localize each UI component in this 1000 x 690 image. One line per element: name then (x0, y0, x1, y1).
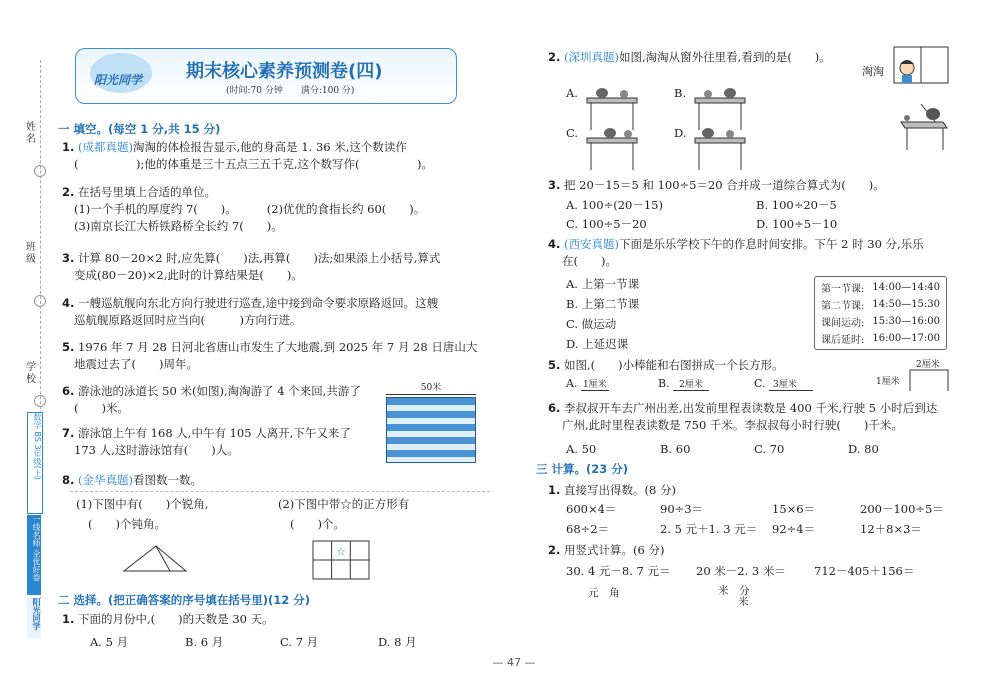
schedule-box (814, 276, 947, 350)
question-8: 8. (金华真题)看图数一数。 (62, 473, 203, 487)
taotao-label: 淘淘 (862, 65, 884, 78)
c1-option-c[interactable]: C. 7 月 (280, 635, 319, 649)
c1-text: 下面的月份中,( )的天数是 30 天。 (78, 612, 274, 626)
k1-item: 15×6＝ (772, 502, 816, 516)
brand-label: 阳光同学 (27, 598, 41, 638)
stick-c: 3厘米 (769, 377, 813, 391)
q4-text-2: 巡航舰原路返回时应当向( )方向行进。 (74, 313, 302, 327)
stick-b: 2厘米 (673, 377, 709, 391)
c2-option-c[interactable] (566, 126, 642, 172)
stick-a: 1厘米 (581, 377, 609, 391)
q2-part-2: (2)优优的食指长约 60( )。 (266, 202, 426, 216)
choice-3: 3. 把 20－15＝5 和 100÷5＝20 合并成一道综合算式为( )。 (548, 178, 885, 192)
k1-text: 直接写出得数。(8 分) (564, 483, 676, 497)
schedule-row (817, 330, 944, 347)
header-box (75, 48, 457, 104)
c5-open-rectangle-figure (908, 368, 950, 392)
c5-option-c-label: C. (754, 377, 766, 390)
c6-option-c[interactable]: C. 70 (754, 442, 785, 456)
q5-text: 1976 年 7 月 28 日河北省唐山市发生了大地震,到 2025 年 7 月 28 日唐山大 (78, 340, 478, 354)
c3-option-a[interactable]: A. 100÷(20－15) (566, 198, 663, 212)
c3-option-d[interactable]: D. 100÷5－10 (756, 217, 838, 231)
page-subtitle: (时间:70 分钟 满分:100 分) (226, 86, 355, 96)
c6-option-a[interactable]: A. 50 (566, 442, 597, 456)
k1-item: 600×4＝ (566, 502, 617, 516)
k2-units-3: 米 (738, 596, 749, 608)
question-7: 7. 游泳馆上午有 168 人,中午有 105 人离开,下午又来了 173 人,这时游泳馆有( )人。 (62, 425, 392, 459)
c3-option-b[interactable]: B. 100÷20－5 (756, 198, 837, 212)
page-number: — 47 — (492, 656, 536, 669)
binding-hole-icon (34, 165, 46, 177)
c1-option-d[interactable]: D. 8 月 (378, 635, 417, 649)
window-boy-figure (893, 46, 949, 84)
binding-sidebar (0, 0, 48, 690)
k2-text: 用竖式计算。(6 分) (564, 543, 665, 557)
calc-2: 2. 用竖式计算。(6 分) (548, 543, 665, 557)
q6-text: 游泳池的泳道长 50 米(如图),淘淘游了 4 个来回,共游了 (78, 384, 361, 398)
c5-text: 如图,( )小棒能和右图拼成一个长方形。 (564, 358, 784, 372)
q8-part-2b: ( )个。 (290, 517, 345, 531)
binding-hole-icon (34, 295, 46, 307)
c5-option-c[interactable] (754, 377, 813, 391)
question-3: 3. 计算 80－20×2 时,应先算( )法,再算( )法;如果添上小括号,算式 变成(80－20)×2,此时的计算结果是( )。 (62, 250, 482, 284)
schedule-row (817, 313, 944, 330)
c5-option-a-label: A. (566, 377, 578, 390)
c3-text: 把 20－15＝5 和 100÷5＝20 合并成一道综合算式为( )。 (564, 178, 885, 192)
binding-hole-icon (34, 395, 46, 407)
c6-option-b[interactable]: B. 60 (660, 442, 691, 456)
q8-part-1: (1)下图中有( )个锐角, (76, 497, 209, 511)
question-1: 1. (成都真题)淘淘的体检报告显示,他的身高是 1. 36 米,这个数读作 ( );他的体重是三十五点三五千克,这个数写作( )。 (62, 139, 482, 173)
k1-item: 200－100÷5＝ (860, 502, 944, 516)
class-label: 班级 (26, 242, 36, 265)
section-fill-title: 一 填空。(每空 1 分,共 15 分) (58, 122, 221, 136)
page-title: 期末核心素养预测卷(四) (186, 61, 383, 82)
q6-text-2: ( )米。 (74, 401, 129, 415)
c2-option-d-label: D. (674, 126, 687, 140)
pool-lanes (386, 397, 476, 463)
pool-length-label: 50米 (420, 383, 442, 393)
q7-text: 游泳馆上午有 168 人,中午有 105 人离开,下午又来了 (78, 426, 351, 440)
k1-item: 92÷4＝ (772, 522, 816, 536)
c5-fig-top-label: 2厘米 (916, 360, 940, 370)
schedule-period: 第二节课: (821, 301, 865, 312)
choice-1: 1. 下面的月份中,( )的天数是 30 天。 (62, 612, 274, 626)
q3-text-2: 变成(80－20)×2,此时的计算结果是( )。 (74, 268, 303, 282)
q8-source-tag: (金华真题) (78, 473, 134, 487)
c2-option-d-image (690, 126, 750, 172)
q5-text-2: 地震过去了( )周年。 (74, 357, 198, 371)
name-label: 姓名 (26, 122, 36, 145)
choice-6: 6. 李叔叔开车去广州出差,出发前里程表读数是 400 千米,行驶 5 小时后到达 广州,此时里程表读数是 750 千米。李叔叔每小时行驶( )千米。 (548, 401, 938, 432)
k2-item: 30. 4 元－8. 7 元＝ (566, 564, 671, 578)
schedule-row (817, 279, 944, 296)
schedule-period: 课间运动: (821, 318, 865, 329)
c5-fig-left-label: 1厘米 (876, 377, 900, 387)
c2-option-c-label: C. (566, 126, 579, 140)
q8-part-1b: ( )个钝角。 (88, 517, 166, 531)
c4-option-b[interactable]: B. 上第二节课 (566, 297, 640, 311)
schedule-time: 14:00—14:40 (872, 282, 941, 293)
table-teapot-reference (893, 100, 949, 152)
q2-part-3: (3)南京长江大桥铁路桥全长约 7( )。 (74, 219, 283, 233)
c2-text: 如图,淘淘从窗外往里看,看到的是( )。 (619, 50, 831, 64)
divider (70, 491, 490, 493)
q8-text: 看图数一数。 (133, 473, 203, 487)
c2-option-b-label: B. (674, 86, 687, 100)
c2-option-d[interactable] (674, 126, 750, 172)
star-squares-figure (312, 540, 370, 580)
choice-4: 4. (西安真题)下面是乐乐学校下午的作息时间安排。下午 2 时 30 分,乐乐 在( )。 (548, 237, 924, 268)
schedule-time: 15:30—16:00 (872, 316, 941, 327)
c6-text: 李叔叔开车去广州出差,出发前里程表读数是 400 千米,行驶 5 小时后到达 (564, 401, 938, 415)
c1-option-b[interactable]: B. 6 月 (185, 635, 224, 649)
question-2: 2. 在括号里填上合适的单位。 (1)一个手机的厚度约 7( )。 (2)优优的食指长约 60( )。 (3)南京长江大桥铁路桥全长约 7( )。 (62, 184, 482, 235)
c2-option-c-image (582, 126, 642, 172)
k1-item: 90÷3＝ (660, 502, 704, 516)
svg-text:☆: ☆ (336, 545, 346, 558)
c4-source-tag: (西安真题) (564, 237, 620, 251)
pool-figure (386, 380, 476, 463)
logo-text: 阳光同学 (94, 73, 143, 87)
section-choice-title: 二 选择。(把正确答案的序号填在括号里)(12 分) (58, 593, 311, 607)
q2-part-1: (1)一个手机的厚度约 7( )。 (74, 202, 237, 216)
schedule-time: 16:00—17:00 (872, 333, 941, 344)
pool-dimension-line (386, 394, 476, 395)
k2-item: 712－405＋156＝ (814, 564, 915, 578)
schedule-period: 第一节课: (821, 284, 865, 295)
c1-option-a[interactable]: A. 5 月 (90, 635, 129, 649)
c4-text: 下面是乐乐学校下午的作息时间安排。下午 2 时 30 分,乐乐 (619, 237, 924, 251)
c4-option-a[interactable]: A. 上第一节课 (566, 277, 640, 291)
angle-figure (122, 543, 188, 573)
q1-source-tag: (成都真题) (78, 140, 134, 154)
c6-text-2: 广州,此时里程表读数是 750 千米。李叔叔每小时行驶( )千米。 (562, 418, 903, 432)
q3-text: 计算 80－20×2 时,应先算( )法,再算( )法;如果添上小括号,算式 (78, 251, 441, 265)
c4-text-2: 在( )。 (562, 254, 617, 268)
schedule-time: 14:50—15:30 (872, 299, 941, 310)
c4-option-c[interactable]: C. 做运动 (566, 317, 617, 331)
c6-option-d[interactable]: D. 80 (848, 442, 879, 456)
page-number-value: 47 (507, 656, 521, 669)
schedule-table (817, 279, 944, 347)
q1-text: 淘淘的体检报告显示,他的身高是 1. 36 米,这个数读作 (133, 140, 407, 154)
k2-units-1: 元 角 (588, 587, 620, 599)
schedule-row (817, 296, 944, 313)
question-4: 4. 一艘巡航舰向东北方向行驶进行巡查,途中接到命令要求原路返回。这艘 巡航舰原路返回时应当向( )方向行进。 (62, 295, 482, 329)
k2-units-2: 米 分 (718, 585, 750, 597)
q8-part-2: (2)下图中带☆的正方形有 (278, 497, 410, 511)
k1-item: 12＋8×3＝ (860, 522, 922, 536)
k1-item: 68÷2＝ (566, 522, 610, 536)
c5-option-a[interactable] (566, 377, 609, 391)
q1-text-2: ( );他的体重是三十五点三五千克,这个数写作( )。 (74, 157, 433, 171)
c5-option-b[interactable] (658, 377, 709, 391)
c2-source-tag: (深圳真题) (564, 50, 620, 64)
k1-item: 2. 5 元＋1. 3 元＝ (660, 522, 758, 536)
question-6: 6. 游泳池的泳道长 50 米(如图),淘淘游了 4 个来回,共游了 ( )米。 (62, 383, 392, 417)
choice-2: 2. (深圳真题)如图,淘淘从窗外往里看,看到的是( )。 (548, 50, 831, 64)
choice-5: 5. 如图,( )小棒能和右图拼成一个长方形。 (548, 358, 784, 372)
question-5: 5. 1976 年 7 月 28 日河北省唐山市发生了大地震,到 2025 年 7 月 28 日唐山大 地震过去了( )周年。 (62, 339, 482, 373)
book-label: 数学 BS 3年级(上) (27, 412, 43, 514)
c3-option-c[interactable]: C. 100÷5－20 (566, 217, 647, 231)
c5-option-b-label: B. (658, 377, 670, 390)
schedule-period: 课后延时: (821, 335, 865, 346)
c4-option-d[interactable]: D. 上延迟课 (566, 337, 629, 351)
q7-text-2: 173 人,这时游泳馆有( )人。 (74, 443, 239, 457)
q4-text: 一艘巡航舰向东北方向行驶进行巡查,途中接到命令要求原路返回。这艘 (78, 296, 439, 310)
school-label: 学校 (26, 362, 36, 385)
q2-text: 在括号里填上合适的单位。 (78, 185, 217, 199)
k2-item: 20 米－2. 3 米＝ (696, 564, 786, 578)
c2-option-a-label: A. (566, 86, 578, 100)
section-calc-title: 三 计算。(23 分) (536, 462, 629, 476)
series-label: 一线名师 全优好卷 (27, 515, 41, 595)
calc-1: 1. 直接写出得数。(8 分) (548, 483, 676, 497)
